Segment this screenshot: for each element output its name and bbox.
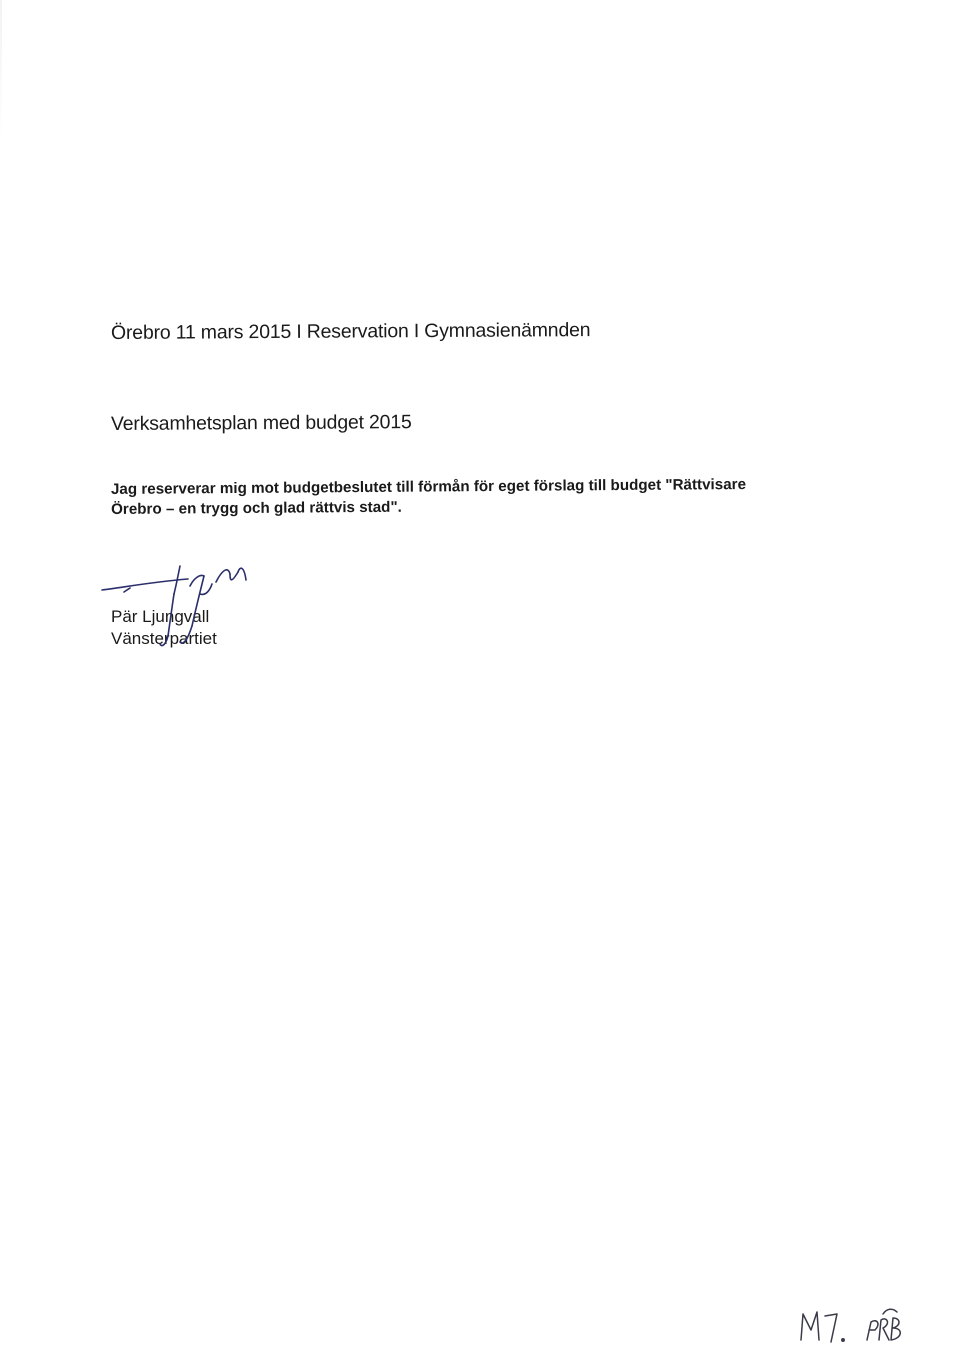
statement-line-1: Jag reserverar mig mot budgetbeslutet till förmån för eget förslag till budget "Rättvisare	[110, 476, 747, 499]
signatory-name: Pär Ljungvall	[111, 607, 210, 626]
statement-line-2: Örebro – en trygg och glad rättvis stad".	[111, 498, 402, 518]
document-subheading: Verksamhetsplan med budget 2015	[110, 411, 412, 435]
handwritten-signature	[96, 552, 256, 657]
scan-edge-shadow	[0, 0, 2, 140]
signatory-party: Vänsterpartiet	[111, 629, 217, 648]
document-heading: Örebro 11 mars 2015 I Reservation I Gymnasienämnden	[110, 319, 591, 344]
reservation-statement	[111, 475, 791, 520]
handwritten-page-mark	[795, 1300, 910, 1345]
